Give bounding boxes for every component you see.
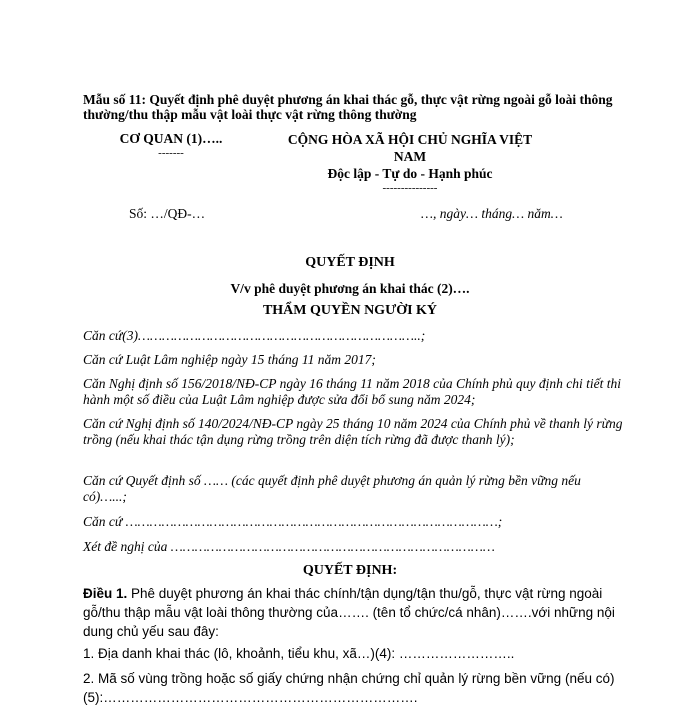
basis-line: Căn Nghị định số 156/2018/NĐ-CP ngày 16 tháng 11 năm 2018 của Chính phủ quy định chi tiết thi hành một số điều của Luật Lâm nghiệp được sửa đổi bổ sung năm 2024; bbox=[83, 376, 621, 407]
article-1-text: Phê duyệt phương án khai thác chính/tận dụng/tận thu/gỗ, thực vật rừng ngoài gỗ/thu thập mẫu vật loài thông thường của……. (tên tổ chức/cá nhân)…….với những nội dung chủ yếu sau đây: bbox=[83, 586, 615, 639]
national-header bbox=[280, 131, 540, 194]
basis-line: Căn cứ(3)……………………………………………………………..; bbox=[83, 328, 426, 343]
article-item: 1. Địa danh khai thác (lô, khoảnh, tiểu khu, xã…)(4): …………………….. bbox=[83, 646, 515, 661]
agency-name: CƠ QUAN (1)….. bbox=[119, 131, 223, 146]
national-name-line2: NAM bbox=[393, 149, 427, 164]
decision-heading: QUYẾT ĐỊNH: bbox=[302, 563, 398, 578]
document-number: Số: …/QĐ-… bbox=[129, 206, 206, 221]
document-date: …, ngày… tháng… năm… bbox=[421, 206, 563, 221]
decision-subject: V/v phê duyệt phương án khai thác (2)…. bbox=[230, 281, 470, 296]
national-name-line1: CỘNG HÒA XÃ HỘI CHỦ NGHĨA VIỆT bbox=[287, 132, 533, 147]
basis-line: Căn cứ Luật Lâm nghiệp ngày 15 tháng 11 năm 2017; bbox=[83, 352, 376, 367]
decision-title: QUYẾT ĐỊNH bbox=[305, 255, 395, 270]
agency-block bbox=[96, 131, 246, 159]
article-1 bbox=[83, 584, 623, 641]
basis-line: Xét đề nghị của ……………………………………………………………………… bbox=[83, 539, 495, 554]
basis-line: Căn cứ Quyết định số …… (các quyết định phê duyệt phương án quản lý rừng bền vững nếu có)…...; bbox=[83, 473, 581, 504]
motto-underline: --------------- bbox=[382, 182, 438, 194]
article-1-label: Điều 1. bbox=[83, 586, 128, 601]
basis-line: Căn cứ …………………………………………………………………………………; bbox=[83, 514, 503, 529]
national-motto: Độc lập - Tự do - Hạnh phúc bbox=[327, 166, 493, 181]
signer-authority: THẨM QUYỀN NGƯỜI KÝ bbox=[262, 303, 438, 318]
article-item: 2. Mã số vùng trồng hoặc số giấy chứng nhận chứng chỉ quản lý rừng bền vững (nếu có) (5):……………………………………………………………. bbox=[83, 671, 615, 705]
basis-line: Căn cứ Nghị định số 140/2024/NĐ-CP ngày 25 tháng 10 năm 2024 của Chính phủ về thanh lý rừng trồng (nếu khai thác tận dụng rừng trồng trên diện tích rừng đã được thanh lý); bbox=[83, 416, 623, 447]
form-title: Mẫu số 11: Quyết định phê duyệt phương án khai thác gỗ, thực vật rừng ngoài gỗ loài thông thường/thu thập mẫu vật loài thực vật rừng thông thường bbox=[83, 92, 613, 122]
agency-underline: ------- bbox=[158, 147, 184, 159]
